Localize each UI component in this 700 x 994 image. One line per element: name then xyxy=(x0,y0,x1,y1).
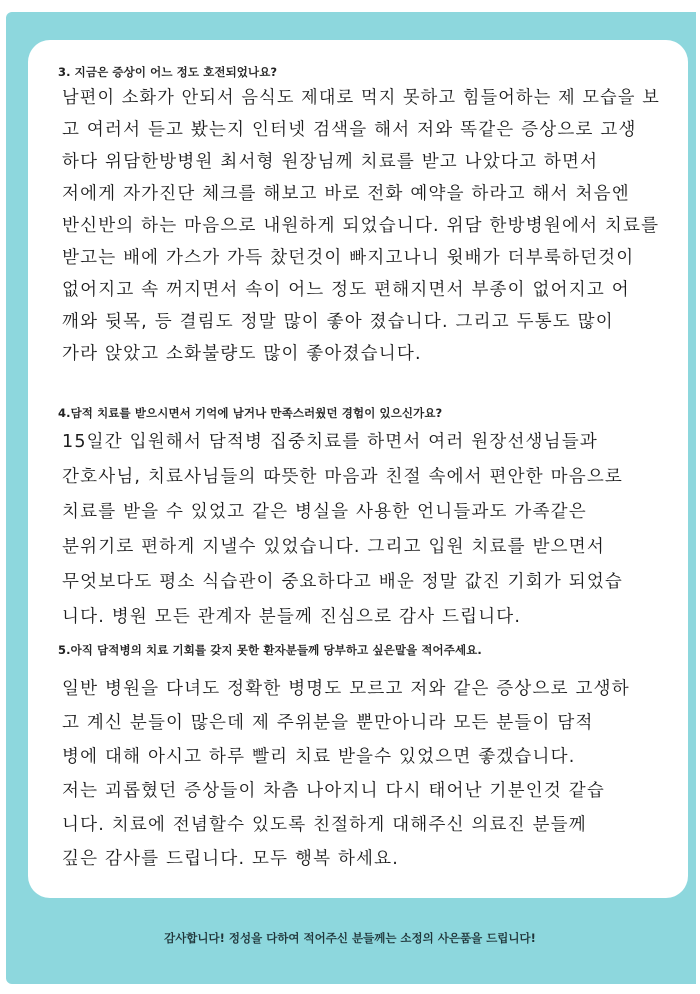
question-5: 5.아직 담적병의 치료 기회를 갖지 못한 환자분들께 당부하고 싶은말을 적어주세요. xyxy=(58,643,482,657)
answer-5-line: 일반 병원을 다녀도 정확한 병명도 모르고 저와 같은 증상으로 고생하 xyxy=(62,679,630,699)
answer-5-line: 니다. 치료에 전념할수 있도록 친절하게 대해주신 의료진 분들께 xyxy=(62,815,587,835)
answer-4-line: 간호사님, 치료사님들의 따뜻한 마음과 친절 속에서 편안한 마음으로 xyxy=(62,467,624,487)
answer-5-line: 저는 괴롭혔던 증상들이 차츰 나아지니 다시 태어난 기분인것 같습 xyxy=(62,781,605,801)
answer-5-line: 병에 대해 아시고 하루 빨리 치료 받을수 있었으면 좋겠습니다. xyxy=(62,747,576,767)
answer-3-line: 남편이 소화가 안되서 음식도 제대로 먹지 못하고 힘들어하는 제 모습을 보 xyxy=(62,88,660,108)
answer-4-line: 니다. 병원 모든 관계자 분들께 진심으로 감사 드립니다. xyxy=(62,607,522,627)
answer-3-line: 가라 앉았고 소화불량도 많이 좋아졌습니다. xyxy=(62,344,422,364)
answer-3-line: 하다 위담한방병원 최서형 원장님께 치료를 받고 나았다고 하면서 xyxy=(62,152,599,172)
answer-4-line: 무엇보다도 평소 식습관이 중요하다고 배운 정말 값진 기회가 되었습 xyxy=(62,572,624,592)
answer-3-line: 고 여러서 듣고 봤는지 인터넷 검색을 해서 저와 똑같은 증상으로 고생 xyxy=(62,120,637,140)
answer-4-line: 15일간 입원해서 담적병 집중치료를 하면서 여러 원장선생님들과 xyxy=(62,432,598,452)
answer-5-line: 깊은 감사를 드립니다. 모두 행복 하세요. xyxy=(62,849,400,869)
answer-3-line: 반신반의 하는 마음으로 내원하게 되었습니다. 위담 한방병원에서 치료를 xyxy=(62,216,660,236)
answer-3-line: 저에게 자가진단 체크를 해보고 바로 전화 예약을 하라고 해서 처음엔 xyxy=(62,184,630,204)
answer-4-line: 분위기로 편하게 지낼수 있었습니다. 그리고 입원 치료를 받으면서 xyxy=(62,537,605,557)
question-4: 4.담적 치료를 받으시면서 기억에 남거나 만족스러웠던 경험이 있으신가요? xyxy=(58,406,443,420)
question-3: 3. 지금은 증상이 어느 정도 호전되었나요? xyxy=(58,65,278,79)
answer-3-line: 깨와 뒷목, 등 결림도 정말 많이 좋아 졌습니다. 그리고 두통도 많이 xyxy=(62,312,614,332)
answer-4-line: 치료를 받을 수 있었고 같은 병실을 사용한 언니들과도 가족같은 xyxy=(62,502,587,522)
answer-3-line: 없어지고 속 꺼지면서 속이 어느 정도 편해지면서 부종이 없어지고 어 xyxy=(62,280,630,300)
answer-5-line: 고 계신 분들이 많은데 제 주위분을 뿐만아니라 모든 분들이 담적 xyxy=(62,713,594,733)
answer-3-line: 받고는 배에 가스가 가득 찼던것이 빠지고나니 윗배가 더부룩하던것이 xyxy=(62,248,635,268)
footer-thanks: 감사합니다! 정성을 다하여 적어주신 분들께는 소정의 사은품을 드립니다! xyxy=(164,931,536,945)
